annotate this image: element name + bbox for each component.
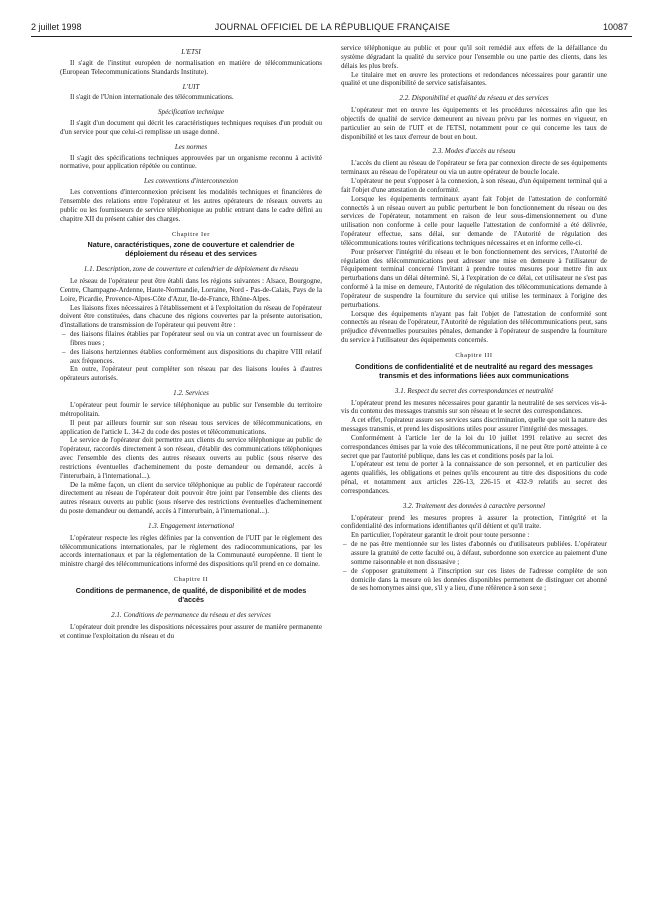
page-header bbox=[0, 22, 665, 36]
normes-heading: Les normes bbox=[174, 142, 208, 151]
section-1-2-paragraph: Il peut par ailleurs fournir sur son réseau tous services de télécommunications, en application de l'article L. 34-2 du code des postes et télécommunications. bbox=[60, 418, 322, 436]
section-1-1-paragraph: En outre, l'opérateur peut compléter son réseau par des liaisons louées à d'autres opérateurs autorisés. bbox=[60, 365, 322, 383]
conventions-paragraph: Les conventions d'interconnexion précisent les modalités techniques et financières de l'ensemble des relations entre l'opérateur et les autres opérateurs de réseaux ouverts au public ou les fournisseurs de service téléphonique au public entrant dans le cadre défini au chapitre XII du présent cahier des charges. bbox=[60, 188, 322, 223]
conventions-heading: Les conventions d'interconnexion bbox=[143, 177, 238, 186]
right-column bbox=[341, 44, 607, 896]
list-item: – de ne pas être mentionnée sur les listes d'abonnés ou d'utilisateurs publiées. L'opérateur assure la gratuité de cette faculté ou, à défaut, subordonne son exercice au paiement d'une somme raisonnable et non dissuasive ; bbox=[341, 540, 607, 567]
list-item: – des liaisons hertziennes établies conformément aux dispositions du chapitre VIII relatif aux fréquences. bbox=[60, 348, 322, 366]
chapter-1-title: Nature, caractéristiques, zone de couverture et calendrier de déploiement du réseau et des services bbox=[87, 240, 295, 259]
chapter-2-title: Conditions de permanence, de qualité, de disponibilité et de modes d'accès bbox=[75, 586, 307, 604]
section-2-3-heading: 2.3. Modes d'accès au réseau bbox=[432, 147, 516, 156]
section-1-2-heading: 1.2. Services bbox=[173, 389, 209, 398]
section-2-3-paragraph: L'opérateur ne peut s'opposer à la connexion, à son réseau, d'un équipement terminal qui a fait l'objet d'une attestation de conformité. bbox=[341, 176, 607, 194]
section-3-1-paragraph: L'opérateur est tenu de porter à la connaissance de son personnel, et en particulier des agents qualifiés, les obligations et peines qu'ils encourent au titre des dispositions du code pénal, et notamment aux articles 226-13, 226-15 et 432-9 relatifs au secret des correspondances. bbox=[341, 460, 607, 495]
list-item: – de s'opposer gratuitement à l'inscription sur ces listes de l'adresse complète de son domicile dans la mesure où les données disponibles permettent de distinguer cet abonné de ses homonymes ainsi que, s'il y a lieu, d'une référence à son sexe ; bbox=[341, 567, 607, 594]
section-2-3-paragraph: L'accès du client au réseau de l'opérateur se fera par connexion directe de ses équipements terminaux au réseau de l'opérateur ou via un autre opérateur de boucle locale. bbox=[341, 159, 607, 177]
section-3-1-paragraph: L'opérateur prend les mesures nécessaires pour garantir la neutralité de ses services vis-à-vis du contenu des messages transmis sur son réseau et le secret des correspondances. bbox=[341, 398, 607, 416]
section-1-1-paragraph: Le réseau de l'opérateur peut être établi dans les régions suivantes : Alsace, Bourgogne, Centre, Champagne-Ardenne, Haute-Normandie, Lorraine, Nord - Pas-de-Calais, Pays de la Loire, Picardie, Provence-Alpes-Côte d'Azur, Ile-de-France, Rhône-Alpes. bbox=[60, 277, 322, 303]
chapter-3-title: Conditions de confidentialité et de neutralité au regard des messages transmis et des informations liées aux communications bbox=[355, 361, 593, 380]
section-1-1-heading: 1.1. Description, zone de couverture et calendrier de déploiement du réseau bbox=[83, 265, 299, 274]
spec-paragraph: Il s'agit d'un document qui décrit les caractéristiques techniques requises d'un produit ou d'un service pour que celui-ci remplisse un usage donné. bbox=[60, 119, 322, 136]
section-1-2-paragraph: De la même façon, un client du service téléphonique au public de l'opérateur raccordé directement au réseau de l'opérateur doit pouvoir être joint par l'ensemble des clients des autres réseaux ouverts au public (sous réserve des restrictions éventuelles d'acheminement du poste demandeur ou demandé, accès à l'interurbain, à l'international...). bbox=[60, 480, 322, 516]
section-3-2-paragraph: L'opérateur prend les mesures propres à assurer la protection, l'intégrité et la confidentialité des informations identifiantes qu'il détient et qu'il traite. bbox=[341, 513, 607, 531]
section-3-1-heading: 3.1. Respect du secret des correspondances et neutralité bbox=[394, 386, 554, 395]
list-item: – des liaisons filaires établies par l'opérateur seul ou via un contrat avec un fournisseur de fibres nues ; bbox=[60, 330, 322, 348]
continued-paragraph: service téléphonique au public et pour qu'il soit remédié aux effets de la défaillance du système dégradant la qualité du service pour l'ensemble ou une partie des clients, dans les délais les plus brefs. bbox=[341, 44, 607, 70]
etsi-paragraph: Il s'agit de l'institut européen de normalisation en matière de télécommunications (European Telecommunications Standards Institute). bbox=[60, 58, 322, 76]
spec-heading: Spécification technique bbox=[158, 108, 224, 117]
uit-heading: L'UIT bbox=[182, 82, 200, 91]
uit-paragraph: Il s'agit de l'Union internationale des télécommunications. bbox=[70, 93, 234, 102]
section-2-1-paragraph: L'opérateur doit prendre les dispositions nécessaires pour assurer de manière permanente et continue l'exploitation du réseau et du bbox=[60, 622, 322, 640]
section-3-2-paragraph: En particulier, l'opérateur garantit le droit pour toute personne : bbox=[351, 531, 530, 540]
section-1-2-paragraph: Le service de l'opérateur doit permettre aux clients du service téléphonique au public de l'opérateur, raccordés directement à son réseau, d'établir des communications téléphoniques avec l'ensemble des clients des autres réseaux ouverts au public (sous réserve des restrictions éventuelles d'acheminement du poste demandeur ou demandé, accès à l'interurbain, à l'international...). bbox=[60, 436, 322, 480]
section-2-1-heading: 2.1. Conditions de permanence du réseau et des services bbox=[111, 610, 271, 619]
chapter-2-label: Chapitre II bbox=[173, 576, 209, 584]
section-2-2-paragraph: L'opérateur met en œuvre les équipements et les procédures nécessaires afin que les objectifs de qualité de service demeurent au niveau prévu par les normes en vigueur, en particulier au sein de l'UIT et de l'ETSI, notamment pour ce qui concerne les taux de disponibilité et les taux d'erreur de bout en bout. bbox=[341, 106, 607, 141]
section-2-3-paragraph: Pour préserver l'intégrité du réseau et le bon fonctionnement des services, l'Autorité de régulation des télécommunications peut adresser une mise en demeure à l'utilisateur de l'équipement terminal concerné l'invitant à prendre toutes mesures pour mettre fin aux perturbations dans un délai déterminé. Si, à l'expiration de ce délai, cet utilisateur ne s'est pas conformé à la mise en demeure, l'Autorité de régulation des télécommunications demande à l'opérateur de suspendre la fourniture du service qui utilise les terminaux à l'origine des perturbations. bbox=[341, 247, 607, 309]
section-1-3-heading: 1.3. Engagement international bbox=[147, 521, 235, 530]
header-rule bbox=[31, 36, 632, 37]
section-3-1-paragraph: Conformément à l'article 1er de la loi du 10 juillet 1991 relative au secret des correspondances émises par la voie des télécommunications, il ne peut être porté atteinte à ce secret que par l'autorité publique, dans les cas et conditions posés par la loi. bbox=[341, 433, 607, 460]
section-1-2-paragraph: L'opérateur peut fournir le service téléphonique au public sur l'ensemble du territoire métropolitain. bbox=[60, 400, 322, 418]
section-2-3-paragraph: Lorsque les équipements terminaux ayant fait l'objet de l'attestation de conformité connectés à un réseau ouvert au public perturbent le bon fonctionnement du réseau ou des services de l'opérateur, notamment en raison de leur sous-dimensionnement ou d'une utilisation non conforme à celle pour laquelle l'attestation de conformité a été délivrée, l'opérateur effectue, sans délai, sur demande de l'Autorité de régulation des télécommunications toutes vérifications techniques nécessaires et en informe celle-ci. bbox=[341, 194, 607, 247]
section-3-2-heading: 3.2. Traitement des données à caractère personnel bbox=[402, 501, 546, 510]
header-date: 2 juillet 1998 bbox=[31, 22, 82, 32]
header-journal-title: JOURNAL OFFICIEL DE LA RÉPUBLIQUE FRANÇAISE bbox=[214, 22, 451, 32]
etsi-heading: L'ETSI bbox=[181, 48, 201, 56]
chapter-1-label: Chapitre Ier bbox=[172, 230, 210, 238]
section-2-1-paragraph: Le titulaire met en œuvre les protections et redondances nécessaires pour garantir une qualité et une disponibilité de service satisfaisantes. bbox=[341, 70, 607, 88]
normes-paragraph: Il s'agit des spécifications techniques approuvées par un organisme reconnu à activité normative, pour application répétée ou continue. bbox=[60, 153, 322, 171]
left-column bbox=[60, 44, 322, 896]
section-1-3-paragraph: L'opérateur respecte les règles définies par la convention de l'UIT par le règlement des télécommunications internationales, par le règlement des radiocommunications, par les accords internationaux et par la réglementation de la Communauté européenne. Il tient le ministre chargé des télécommunications informé des dispositions qu'il prend en ce domaine. bbox=[60, 533, 322, 569]
header-page-number: 10087 bbox=[602, 22, 628, 32]
section-2-2-heading: 2.2. Disponibilité et qualité du réseau et des services bbox=[399, 94, 549, 103]
section-1-1-paragraph: Les liaisons fixes nécessaires à l'établissement et à l'exploitation du réseau de l'opérateur doivent être constituées, dans chacune des régions couvertes par la présente autorisation, d'installations de transmission de l'opérateur qui peuvent être : bbox=[60, 303, 322, 330]
section-2-3-paragraph: Lorsque des équipements n'ayant pas fait l'objet de l'attestation de conformité sont connectés au réseau de l'opérateur, l'Autorité de régulation des télécommunications peut, sans préjudice d'éventuelles poursuites pénales, demander à l'opérateur de suspendre la fourniture du service à l'utilisateur des équipements concernés. bbox=[341, 309, 607, 345]
chapter-3-label: Chapitre III bbox=[455, 352, 493, 359]
section-3-1-paragraph: A cet effet, l'opérateur assure ses services sans discrimination, quelle que soit la nature des messages transmis, et prend les dispositions utiles pour assurer l'intégrité des messages. bbox=[341, 416, 607, 434]
